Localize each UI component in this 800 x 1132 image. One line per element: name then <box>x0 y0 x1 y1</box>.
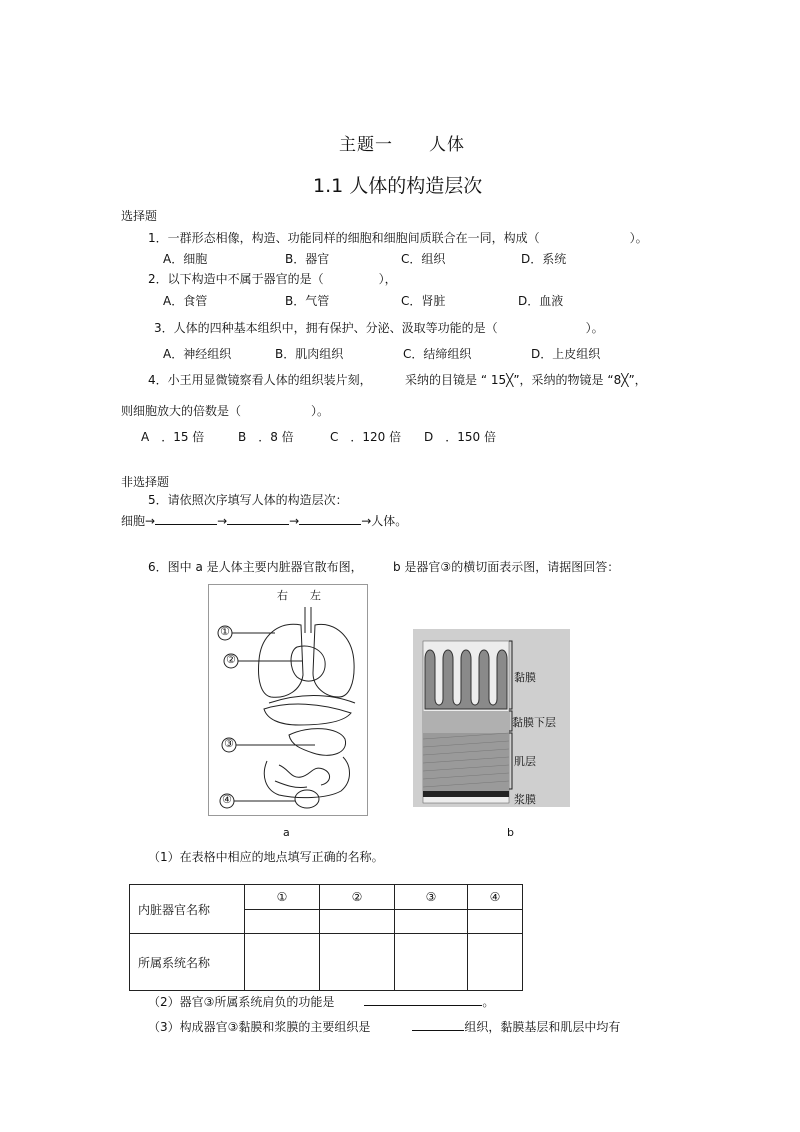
q3-option-b: B．肌肉组织 <box>275 347 344 361</box>
q3-option-c: C．结缔组织 <box>403 347 472 361</box>
chain-start: 细胞→ <box>121 514 156 528</box>
question-1-text: 1．一群形态相像，构造、功能同样的细胞和细胞间质联合在一同，构成（ <box>148 231 540 245</box>
label-mucosa: 黏膜 <box>514 671 536 684</box>
sub-question-3-text: （3）构成器官③黏膜和浆膜的主要组织是 <box>148 1020 371 1034</box>
figure-a-direction-labels: 右 左 <box>277 589 321 602</box>
section-heading-choice: 选择题 <box>121 209 158 223</box>
question-6: 6．图中 a 是人体主要内脏器官散布图， <box>148 560 363 574</box>
sub-question-2 <box>148 993 494 1010</box>
figure-b-caption: b <box>507 826 514 839</box>
answer-cell[interactable] <box>320 910 395 934</box>
figure-a-organs <box>208 584 368 816</box>
question-1 <box>148 229 648 246</box>
question-4-text: 则细胞放大的倍数是（ <box>121 404 242 418</box>
question-3-text: 3．人体的四种基本组织中，拥有保护、分泌、汲取等功能的是（ <box>154 321 498 335</box>
chain-arrow: → <box>217 514 228 528</box>
sub-question-1: （1）在表格中相应的地点填写正确的名称。 <box>148 850 384 864</box>
q1-option-c: C．组织 <box>401 252 446 266</box>
page-title: 主题一 人体 <box>339 135 465 155</box>
figure-b-cross-section <box>413 629 570 807</box>
question-4-line1: 4．小王用显微镜察看人体的组织装片刻， <box>148 373 372 387</box>
col-head-4: ④ <box>468 885 523 910</box>
q1-option-d: D．系统 <box>521 252 567 266</box>
question-3 <box>154 319 604 336</box>
question-2-end: ）， <box>378 272 397 286</box>
question-5: 5．请依照次序填写人体的构造层次： <box>148 493 348 507</box>
label-submucosa: 黏膜下层 <box>512 716 556 729</box>
question-6b: b 是器官③的横切面表示图，请据图回答： <box>393 560 620 574</box>
label-muscle: 肌层 <box>514 755 536 768</box>
row-head-system: 所属系统名称 <box>130 934 245 991</box>
answer-blank-3[interactable] <box>299 512 361 525</box>
marker-1: ① <box>220 625 230 638</box>
answer-blank[interactable] <box>364 993 482 1006</box>
marker-2: ② <box>226 653 236 666</box>
col-head-3: ③ <box>395 885 468 910</box>
question-4-line2 <box>121 402 329 419</box>
answer-cell[interactable] <box>320 934 395 991</box>
col-head-1: ① <box>245 885 320 910</box>
answer-blank[interactable] <box>241 403 311 415</box>
q4-option-b: B ．8 倍 <box>238 430 294 444</box>
question-2 <box>148 270 397 287</box>
answer-blank[interactable] <box>498 320 586 332</box>
sub-question-2-text: （2）器官③所属系统肩负的功能是 <box>148 995 335 1009</box>
question-1-end: ）。 <box>629 231 648 245</box>
chain-end: →人体。 <box>361 514 408 528</box>
label-serosa: 浆膜 <box>514 793 536 806</box>
q3-option-a: A．神经组织 <box>163 347 232 361</box>
question-4-end: ）。 <box>311 404 330 418</box>
q1-option-b: B．器官 <box>285 252 330 266</box>
sub-question-2-end: 。 <box>482 995 495 1009</box>
answer-blank[interactable] <box>412 1018 464 1031</box>
question-4-line1b: 采纳的目镜是 “ 15╳”，采纳的物镜是 “8╳”， <box>405 373 647 387</box>
q4-option-a: A ．15 倍 <box>141 430 205 444</box>
q2-option-a: A．食管 <box>163 294 208 308</box>
q2-option-d: D．血液 <box>518 294 564 308</box>
marker-3: ③ <box>224 737 234 750</box>
answer-table <box>129 884 523 991</box>
marker-4: ④ <box>222 793 232 806</box>
answer-blank-1[interactable] <box>155 512 217 525</box>
sub-question-3 <box>148 1018 620 1035</box>
answer-cell[interactable] <box>245 910 320 934</box>
row-head-organ: 内脏器官名称 <box>130 885 245 934</box>
q2-option-c: C．肾脏 <box>401 294 446 308</box>
answer-cell[interactable] <box>395 934 468 991</box>
sub-question-3-end: 组织，黏膜基层和肌层中均有 <box>464 1020 621 1034</box>
answer-blank-2[interactable] <box>227 512 289 525</box>
answer-blank[interactable] <box>540 230 630 242</box>
q4-option-d: D ．150 倍 <box>424 430 496 444</box>
question-3-end: ）。 <box>585 321 604 335</box>
answer-cell[interactable] <box>468 934 523 991</box>
col-head-2: ② <box>320 885 395 910</box>
q1-option-a: A．细胞 <box>163 252 208 266</box>
q4-option-c: C ．120 倍 <box>330 430 402 444</box>
answer-cell[interactable] <box>245 934 320 991</box>
question-2-text: 2．以下构造中不属于器官的是（ <box>148 272 324 286</box>
q2-option-b: B．气管 <box>285 294 330 308</box>
organ-diagram <box>209 585 367 815</box>
section-title: 1.1 人体的构造层次 <box>313 175 483 197</box>
question-5-chain <box>121 512 407 529</box>
chain-arrow: → <box>289 514 300 528</box>
section-heading-nonchoice: 非选择题 <box>121 475 170 489</box>
q3-option-d: D．上皮组织 <box>531 347 601 361</box>
answer-blank[interactable] <box>324 271 379 283</box>
answer-cell[interactable] <box>395 910 468 934</box>
answer-cell[interactable] <box>468 910 523 934</box>
figure-a-caption: a <box>283 826 290 839</box>
